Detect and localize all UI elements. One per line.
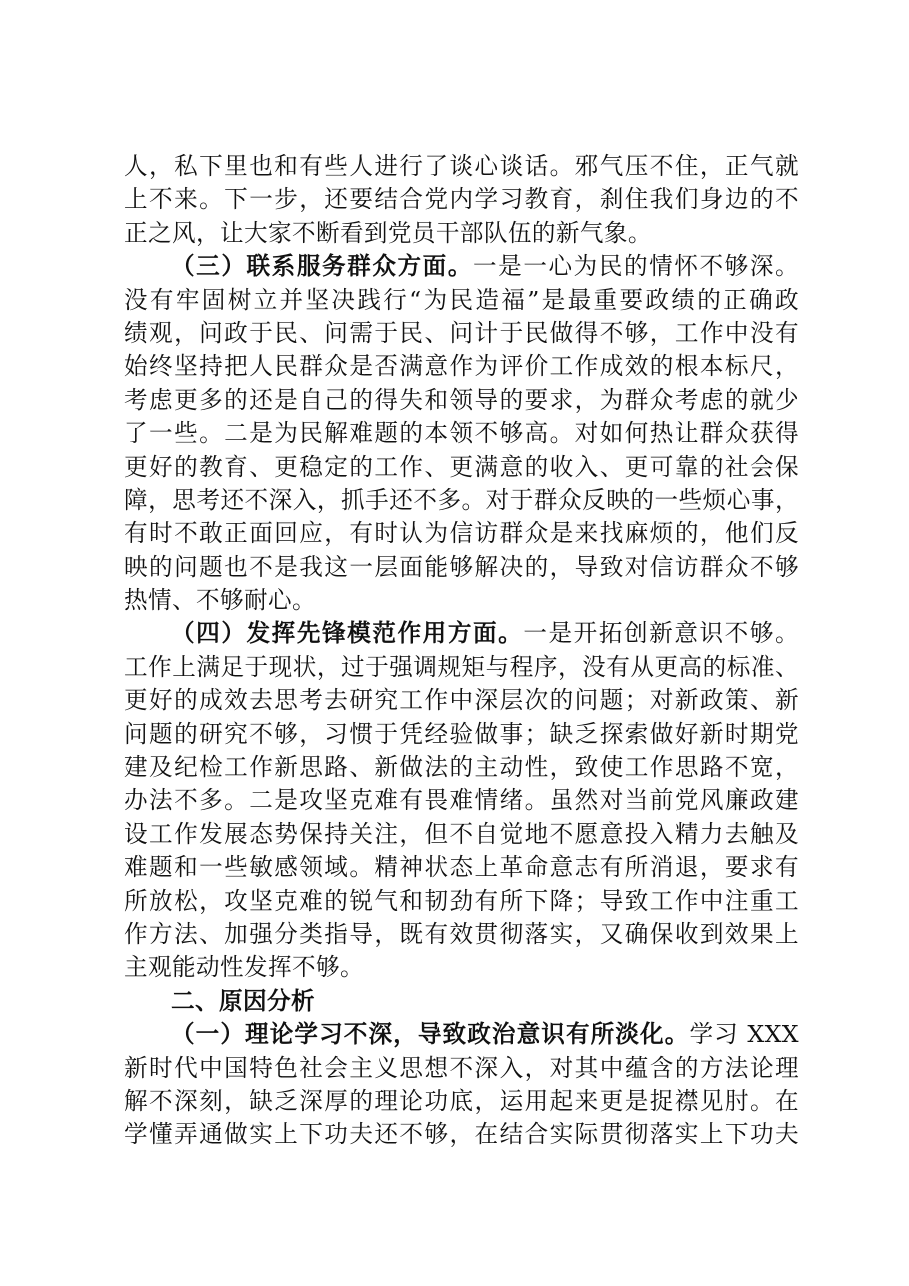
text-line [124,284,799,317]
text-run: 映的问题也不是我这一层面能够解决的，导致对信访群众不够 [124,552,799,581]
text-line [124,1052,799,1085]
text-run: 主观能动性发挥不够。 [124,953,364,982]
text-run: 更好的教育、更稳定的工作、更满意的收入、更可靠的社会保 [124,452,799,481]
text-run: 作方法、加强分类指导，既有效贯彻落实，又确保收到效果上 [124,919,799,948]
text-line [124,217,799,250]
text-line [124,250,799,283]
section-heading: 二、原因分析 [171,986,315,1015]
text-run: 障，思考还不深入，抓手还不多。对于群众反映的一些烦心事， [124,485,799,514]
text-line [124,951,799,984]
text-run: 人，私下里也和有些人进行了谈心谈话。邪气压不住，正气就 [124,152,799,180]
text-line [124,1018,799,1051]
text-run: 所放松，攻坚克难的锐气和韧劲有所下降；导致工作中注重工 [124,886,799,915]
text-line [124,551,799,584]
text-run: 问题的研究不够，习惯于凭经验做事；缺乏探索做好新时期党 [124,719,799,748]
text-line [124,818,799,851]
text-run: 建及纪检工作新思路、新做法的主动性，致使工作思路不宽， [124,753,799,782]
text-line [124,784,799,817]
text-run: 绩观，问政于民、问需于民、问计于民做得不够，工作中没有 [124,318,799,347]
text-run: 始终坚持把人民群众是否满意作为评价工作成效的根本标尺， [124,352,799,381]
text-line [124,617,799,650]
text-run: 更好的成效去思考去研究工作中深层次的问题；对新政策、新 [124,686,799,715]
text-run: 一是一心为民的情怀不够深。 [473,252,799,281]
text-line [124,1085,799,1118]
bold-run: （三）联系服务群众方面。 [171,252,473,281]
text-line [124,851,799,884]
text-run: 难题和一些敏感领域。精神状态上革命意志有所消退，要求有 [124,853,799,882]
text-run: 了一些。二是为民解难题的本领不够高。对如何热让群众获得 [124,419,799,448]
text-run: 新时代中国特色社会主义思想不深入，对其中蕴含的方法论理 [124,1053,799,1082]
text-line [124,751,799,784]
text-line [124,885,799,918]
text-line [124,384,799,417]
text-line [124,150,799,183]
text-line [124,417,799,450]
text-run: 学懂弄通做实上下功夫还不够，在结合实际贯彻落实上下功夫 [124,1120,799,1149]
text-run: 正之风，让大家不断看到党员干部队伍的新气象。 [124,218,652,247]
text-run: 办法不多。二是攻坚克难有畏难情绪。虽然对当前党风廉政建 [124,786,799,815]
text-run: 学习 XXX [689,1020,799,1049]
document-body [124,150,799,1152]
text-run: 解不深刻，缺乏深厚的理论功底，运用起来更是捉襟见肘。在 [124,1086,799,1115]
text-line [124,651,799,684]
text-line [124,918,799,951]
text-line [124,183,799,216]
text-run: 设工作发展态势保持关注，但不自觉地不愿意投入精力去触及 [124,819,799,848]
text-line [124,584,799,617]
text-run: 一是开拓创新意识不够。 [523,619,799,648]
text-line [124,451,799,484]
text-line [124,718,799,751]
text-line [124,484,799,517]
text-run: 没有牢固树立并坚决践行“为民造福”是最重要政绩的正确政 [124,285,799,314]
bold-run: （一）理论学习不深，导致政治意识有所淡化。 [171,1020,690,1049]
text-run: 上不来。下一步，还要结合党内学习教育，刹住我们身边的不 [124,185,799,214]
text-line [124,350,799,383]
text-run: 工作上满足于现状，过于强调规矩与程序，没有从更高的标准、 [124,652,799,681]
text-run: 有时不敢正面回应，有时认为信访群众是来找麻烦的，他们反 [124,519,799,548]
text-run: 热情、不够耐心。 [124,586,316,615]
text-line [124,1118,799,1151]
text-line [124,985,799,1018]
text-run: 考虑更多的还是自己的得失和领导的要求，为群众考虑的就少 [124,385,799,414]
bold-run: （四）发挥先锋模范作用方面。 [171,619,524,648]
text-line [124,684,799,717]
text-line [124,317,799,350]
text-line [124,517,799,550]
